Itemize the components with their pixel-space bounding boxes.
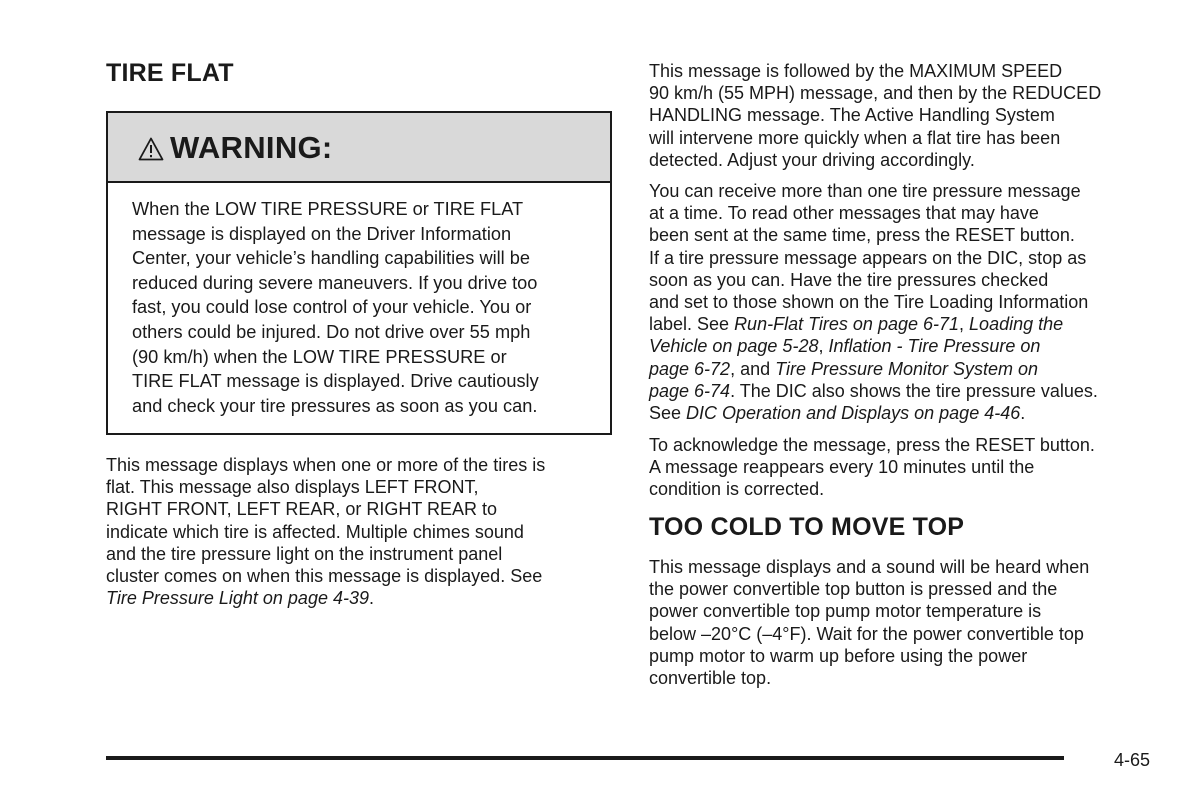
text-run: . The DIC also shows the tire pressure values. [730,380,1098,401]
multiple-messages-paragraph [649,180,1098,424]
warning-line: (90 km/h) when the LOW TIRE PRESSURE or [132,346,507,367]
body-line [106,587,545,609]
acknowledge-paragraph [649,434,1095,501]
text-run: . [1020,403,1026,424]
warning-line: fast, you could lose control of your vehicle. You or [132,297,532,318]
body-line: power convertible top pump motor temperature is [649,601,1042,622]
page-number: 4-65 [1114,750,1151,770]
warning-line: Center, your vehicle’s handling capabilities will be [132,248,530,269]
body-line: detected. Adjust your driving accordingly. [649,149,975,170]
text-run: , and [730,358,776,379]
text-run: , [959,314,970,335]
body-line [649,402,1098,424]
cross-reference-link[interactable]: Loading the [969,314,1064,335]
body-line: A message reappears every 10 minutes until the [649,457,1035,478]
cross-reference-link[interactable]: Tire Pressure Light on page 4-39 [106,588,369,609]
body-line: been sent at the same time, press the RESET button. [649,225,1075,246]
tire-flat-description [106,454,545,609]
body-line: 90 km/h (55 MPH) message, and then by the REDUCED [649,83,1102,104]
warning-line: reduced during severe maneuvers. If you drive too [132,272,538,293]
punctuation: . [369,588,375,609]
body-line: and set to those shown on the Tire Loading Information [649,292,1089,313]
body-line: flat. This message also displays LEFT FRONT, [106,477,479,498]
body-line: condition is corrected. [649,479,825,500]
warning-title: WARNING: [170,130,333,165]
body-line [649,313,1098,335]
body-line: This message is followed by the MAXIMUM SPEED [649,61,1063,81]
cross-reference-link[interactable]: Run-Flat Tires on page 6-71 [734,314,960,335]
body-line [649,358,1098,380]
cross-reference-link[interactable]: page 6-74 [649,380,731,401]
body-line: RIGHT FRONT, LEFT REAR, or RIGHT REAR to [106,499,498,520]
too-cold-paragraph [649,556,1089,689]
body-line: If a tire pressure message appears on the DIC, stop as [649,247,1087,268]
body-line: pump motor to warm up before using the power [649,645,1028,666]
warning-triangle-icon [138,137,164,161]
cross-reference-link[interactable]: page 6-72 [649,358,731,379]
cross-reference-link[interactable]: Inflation - Tire Pressure on [828,336,1041,357]
body-line [649,380,1098,402]
warning-line: and check your tire pressures as soon as you can. [132,395,538,416]
warning-box [106,111,612,435]
body-line: To acknowledge the message, press the RESET button. [649,435,1095,455]
body-line: will intervene more quickly when a flat tire has been [649,127,1061,148]
body-line: at a time. To read other messages that may have [649,203,1039,224]
cross-reference-link[interactable]: DIC Operation and Displays on page 4-46 [686,403,1021,424]
body-line: and the tire pressure light on the instrument panel [106,543,503,564]
warning-line: When the LOW TIRE PRESSURE or TIRE FLAT [132,199,524,219]
text-run: See [649,403,687,424]
body-line: soon as you can. Have the tire pressures checked [649,269,1049,290]
max-speed-paragraph [649,60,1101,171]
text-run: label. See [649,314,735,335]
warning-line: others could be injured. Do not drive over 55 mph [132,321,531,342]
body-line: indicate which tire is affected. Multiple chimes sound [106,521,524,542]
body-line: the power convertible top button is pressed and the [649,579,1058,600]
text-run: , [818,336,829,357]
cross-reference-link[interactable]: Tire Pressure Monitor System on [775,358,1039,379]
body-line: This message displays when one or more of the tires is [106,455,546,475]
section-heading-too-cold: TOO COLD TO MOVE TOP [649,513,965,541]
body-line: convertible top. [649,668,772,689]
body-line: HANDLING message. The Active Handling System [649,105,1055,126]
body-line: below –20°C (–4°F). Wait for the power convertible top [649,623,1084,644]
cross-reference-link[interactable]: Vehicle on page 5-28 [649,336,819,357]
warning-text [132,197,539,418]
body-line: cluster comes on when this message is displayed. See [106,566,543,587]
warning-line: message is displayed on the Driver Information [132,223,512,244]
body-line: You can receive more than one tire pressure message [649,181,1081,201]
footer-rule [106,756,1064,760]
body-line: This message displays and a sound will be heard when [649,557,1090,577]
warning-header [108,113,610,183]
body-line [649,335,1098,357]
section-heading-tire-flat: TIRE FLAT [106,59,234,87]
warning-line: TIRE FLAT message is displayed. Drive cautiously [132,371,539,392]
